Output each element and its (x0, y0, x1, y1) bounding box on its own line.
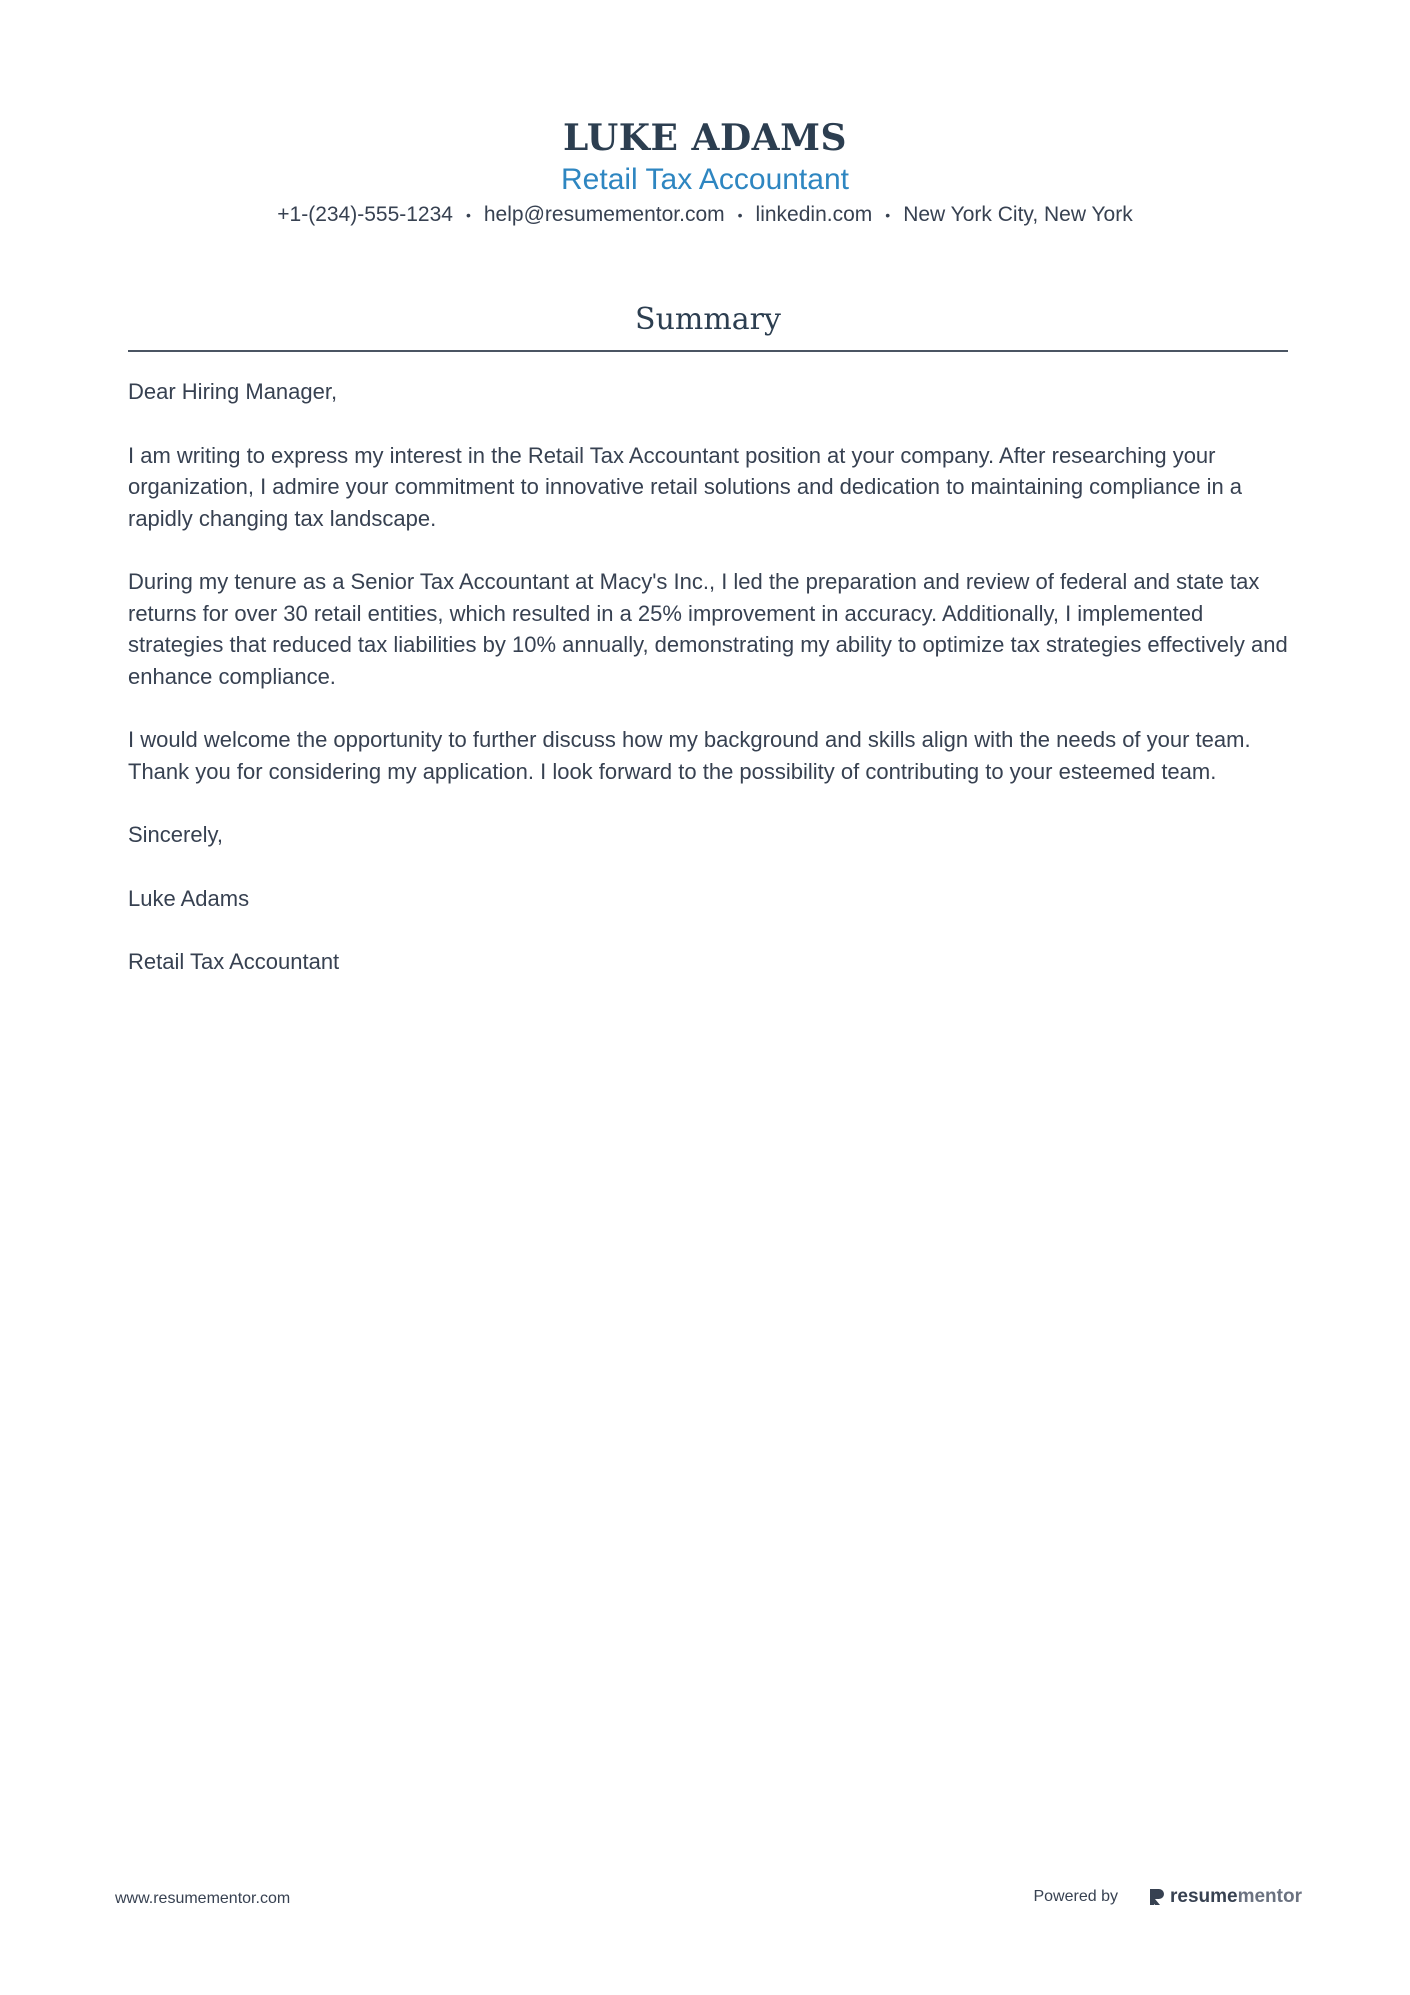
contact-phone: +1-(234)-555-1234 (277, 203, 453, 226)
signature-title: Retail Tax Accountant (128, 949, 340, 974)
summary-section (128, 300, 1288, 1010)
letter-closing: Sincerely, (128, 822, 223, 847)
contact-separator: • (737, 207, 743, 224)
contact-email[interactable]: help@resumementor.com (483, 203, 725, 226)
contact-linkedin[interactable]: linkedin.com (755, 203, 873, 226)
section-title: Summary (128, 300, 1288, 352)
letter-paragraph: I am writing to express my interest in the Retail Tax Accountant position at your company. After researching your organization, I admire your commitment to innovative retail solutions and dedication to maintaining compliance in a rapidly changing tax landscape. (128, 442, 1243, 531)
brand-logo[interactable] (1148, 1886, 1302, 1908)
letter-paragraph: I would welcome the opportunity to further discuss how my background and skills align with the needs of your team. Thank you for considering my application. I look forward to the possibility of contributing to your esteemed team. (128, 727, 1251, 784)
letter-header (0, 116, 1410, 230)
footer-branding (1033, 1886, 1302, 1908)
applicant-name: LUKE ADAMS (563, 117, 847, 159)
letter-body (128, 376, 1288, 978)
applicant-role: Retail Tax Accountant (561, 163, 849, 196)
resumementor-logo-icon (1148, 1887, 1166, 1907)
contact-location: New York City, New York (903, 203, 1133, 226)
letter-paragraph: During my tenure as a Senior Tax Accountant at Macy's Inc., I led the preparation and review of federal and state tax returns for over 30 retail entities, which resulted in a 25% improvement in accuracy. Additionally, I implemented strategies that reduced tax liabilities by 10% annually, demonstrating my ability to optimize tax strategies effectively and enhance compliance. (128, 569, 1288, 689)
contact-separator: • (885, 207, 891, 224)
brand-name-bold: resume (1169, 1886, 1238, 1907)
contact-separator: • (465, 207, 471, 224)
contact-line (0, 200, 1410, 230)
footer-website[interactable]: www.resumementor.com (115, 1890, 291, 1907)
powered-by-label: Powered by (1033, 1888, 1118, 1905)
signature-name: Luke Adams (128, 885, 250, 911)
letter-greeting: Dear Hiring Manager, (128, 379, 338, 404)
brand-name-light: mentor (1237, 1886, 1302, 1907)
